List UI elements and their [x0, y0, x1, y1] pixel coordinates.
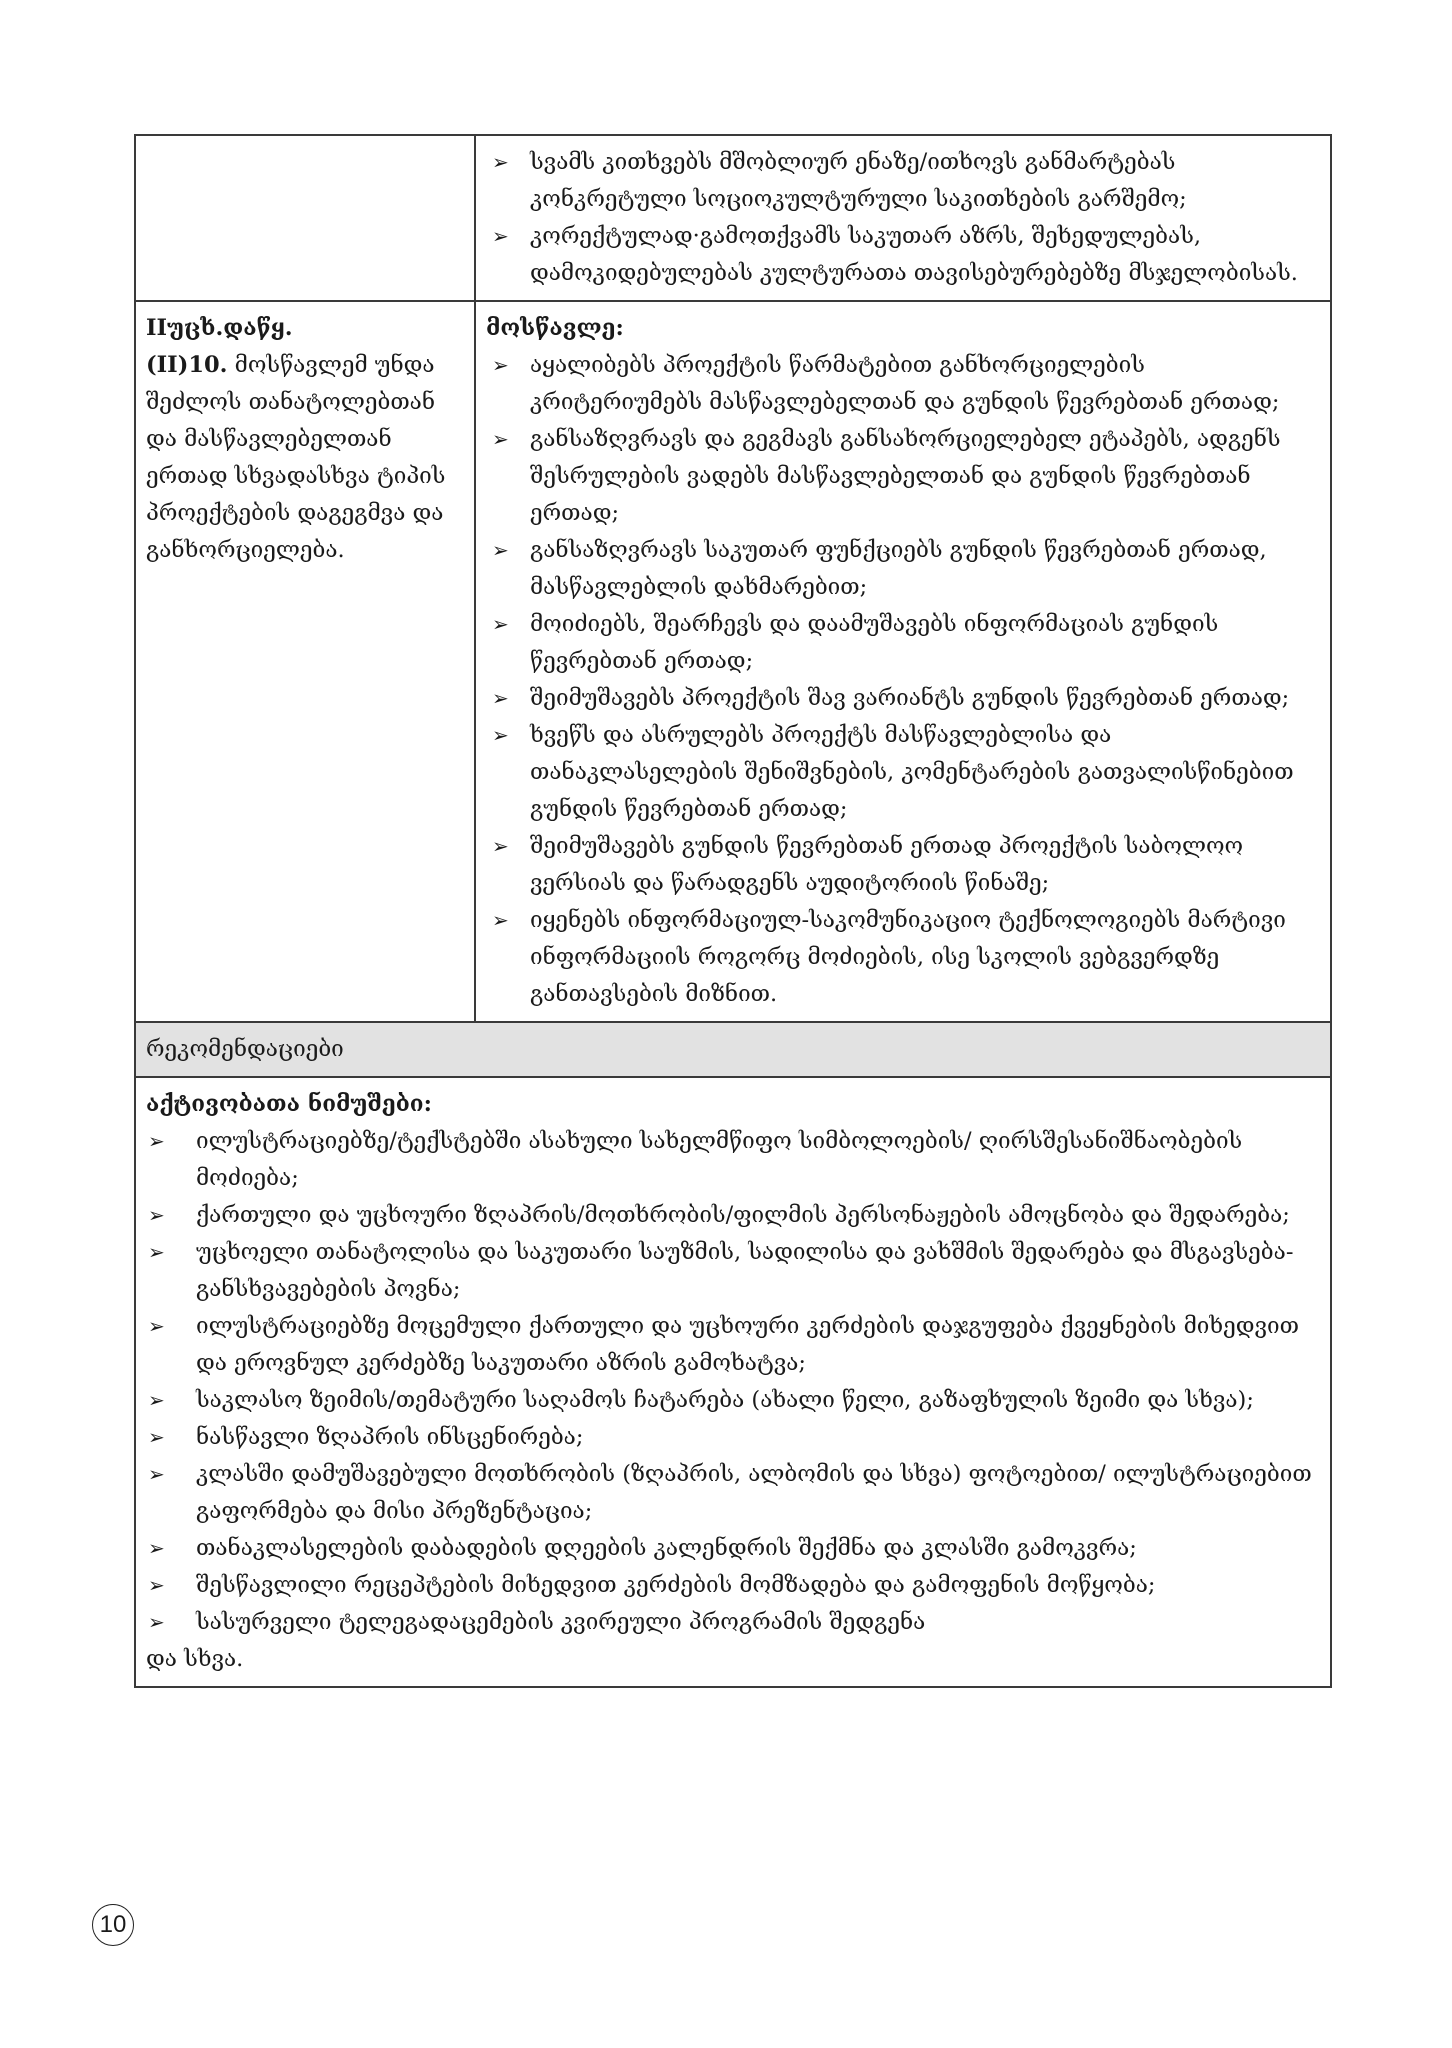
- list-item-text: ქართული და უცხოური ზღაპრის/მოთხრობის/ფილმის პერსონაჟების ამოცნობა და შედარება;: [196, 1202, 1290, 1228]
- arrow-bullet-icon: ➢: [148, 1129, 165, 1153]
- list-item-text: კორექტულად·გამოთქვამს საკუთარ აზრს, შეხედულებას, დამოკიდებულებას კულტურათა თავისებურებებზე მსჯელობისას.: [530, 223, 1298, 286]
- arrow-bullet-icon: ➢: [492, 834, 509, 858]
- activities-heading: აქტივობათა ნიმუშები:: [146, 1091, 432, 1117]
- list-item-text: უცხოელი თანატოლისა და საკუთარი საუზმის, სადილისა და ვახშმის შედარება და მსგავსება-განსხვავებების პოვნა;: [196, 1239, 1294, 1302]
- list-item: [486, 902, 1320, 1013]
- arrow-bullet-icon: ➢: [492, 224, 509, 248]
- activities-closing: და სხვა.: [146, 1646, 244, 1672]
- arrow-bullet-icon: ➢: [492, 723, 509, 747]
- list-item: [146, 1567, 1320, 1604]
- list-item: [146, 1419, 1320, 1456]
- arrow-bullet-icon: ➢: [148, 1425, 165, 1449]
- arrow-bullet-icon: ➢: [148, 1388, 165, 1412]
- arrow-bullet-icon: ➢: [492, 150, 509, 174]
- arrow-bullet-icon: ➢: [148, 1573, 165, 1597]
- list-item-text: ილუსტრაციებზე მოცემული ქართული და უცხოური კერძების დაჯგუფება ქვეყნების მიხედვით და ეროვნულ კერძებზე საკუთარი აზრის გამოხატვა;: [196, 1313, 1300, 1376]
- list-item: [486, 828, 1320, 902]
- list-item-text: მოიძიებს, შეარჩევს და დაამუშავებს ინფორმაციას გუნდის წევრებთან ერთად;: [530, 611, 1219, 674]
- arrow-bullet-icon: ➢: [492, 612, 509, 636]
- arrow-bullet-icon: ➢: [492, 427, 509, 451]
- arrow-bullet-icon: ➢: [148, 1203, 165, 1227]
- arrow-bullet-icon: ➢: [148, 1610, 165, 1634]
- list-item-text: განსაზღვრავს საკუთარ ფუნქციებს გუნდის წევრებთან ერთად, მასწავლებლის დახმარებით;: [530, 537, 1267, 600]
- list-item: [146, 1456, 1320, 1530]
- list-item-text: შეიმუშავებს პროექტის შავ ვარიანტს გუნდის წევრებთან ერთად;: [530, 685, 1290, 711]
- list-item-text: კლასში დამუშავებული მოთხრობის (ზღაპრის, ალბომის და სხვა) ფოტოებით/ ილუსტრაციებით გაფორმება და მისი პრეზენტაცია;: [196, 1461, 1312, 1524]
- arrow-bullet-icon: ➢: [148, 1314, 165, 1338]
- list-item: [486, 421, 1320, 532]
- list-item: [486, 347, 1320, 421]
- list-item: [146, 1382, 1320, 1419]
- page-number: 10: [92, 1904, 134, 1946]
- activities-cell: [136, 1078, 1330, 1686]
- arrow-bullet-icon: ➢: [492, 353, 509, 377]
- activities-bullet-list: [146, 1123, 1320, 1641]
- recommendations-header: რეკომენდაციები: [136, 1023, 1330, 1078]
- list-item: [146, 1123, 1320, 1197]
- list-item-text: ილუსტრაციებზე/ტექსტებში ასახული სახელმწიფო სიმბოლოების/ ღირსშესანიშნაობების მოძიება;: [196, 1128, 1243, 1191]
- arrow-bullet-icon: ➢: [148, 1462, 165, 1486]
- list-item-text: შეიმუშავებს გუნდის წევრებთან ერთად პროექტის საბოლოო ვერსიას და წარადგენს აუდიტორიის წინაშე;: [530, 833, 1244, 896]
- top-bullet-list: [486, 144, 1320, 292]
- list-item: [146, 1197, 1320, 1234]
- list-item: [486, 144, 1320, 218]
- arrow-bullet-icon: ➢: [492, 686, 509, 710]
- empty-left-cell: [136, 136, 476, 300]
- list-item: [146, 1604, 1320, 1641]
- curriculum-table: [134, 134, 1332, 1688]
- list-item-text: ხვეწს და ასრულებს პროექტს მასწავლებლისა და თანაკლასელების შენიშვნების, კომენტარების გათვალისწინებით გუნდის წევრებთან ერთად;: [530, 722, 1294, 822]
- table-row-standard: [136, 302, 1330, 1023]
- list-item-text: თანაკლასელების დაბადების დღეების კალენდრის შექმნა და კლასში გამოკვრა;: [196, 1535, 1137, 1561]
- list-item: [486, 218, 1320, 292]
- list-item-text: სასურველი ტელეგადაცემების კვირეული პროგრამის შედგენა: [196, 1609, 926, 1635]
- list-item-text: აყალიბებს პროექტის წარმატებით განხორციელების კრიტერიუმებს მასწავლებელთან და გუნდის წევრებთან ერთად;: [530, 352, 1280, 415]
- list-item-text: ნასწავლი ზღაპრის ინსცენირება;: [196, 1424, 584, 1450]
- list-item-text: სვამს კითხვებს მშობლიურ ენაზე/ითხოვს განმარტებას კონკრეტული სოციოკულტურული საკითხების გარშემო;: [530, 149, 1187, 212]
- list-item-text: შესწავლილი რეცეპტების მიხედვით კერძების მომზადება და გამოფენის მოწყობა;: [196, 1572, 1156, 1598]
- list-item: [486, 717, 1320, 828]
- table-row-continuation: [136, 136, 1330, 302]
- list-item-text: განსაზღვრავს და გეგმავს განსახორციელებელ ეტაპებს, ადგენს შესრულების ვადებს მასწავლებელთან და გუნდის წევრებთან ერთად;: [530, 426, 1281, 526]
- top-right-cell: [476, 136, 1330, 300]
- standard-number: (II)10.: [146, 352, 228, 378]
- standard-description: [146, 347, 464, 569]
- outcomes-bullet-list: [486, 347, 1320, 1013]
- list-item-text: იყენებს ინფორმაციულ-საკომუნიკაციო ტექნოლოგიებს მარტივი ინფორმაციის როგორც მოძიების, ისე სკოლის ვებგვერდზე განთავსების მიზნით.: [530, 907, 1286, 1007]
- outcomes-heading: მოსწავლე:: [486, 315, 624, 341]
- arrow-bullet-icon: ➢: [492, 538, 509, 562]
- list-item: [146, 1234, 1320, 1308]
- list-item: [486, 606, 1320, 680]
- standard-cell: [136, 302, 476, 1021]
- list-item-text: საკლასო ზეიმის/თემატური საღამოს ჩატარება (ახალი წელი, გაზაფხულის ზეიმი და სხვა);: [196, 1387, 1254, 1413]
- outcomes-cell: [476, 302, 1330, 1021]
- standard-text: მოსწავლემ უნდა შეძლოს თანატოლებთან და მასწავლებელთან ერთად სხვადასხვა ტიპის პროექტების დაგეგმვა და განხორციელება.: [146, 352, 446, 563]
- arrow-bullet-icon: ➢: [148, 1536, 165, 1560]
- list-item: [486, 532, 1320, 606]
- arrow-bullet-icon: ➢: [148, 1240, 165, 1264]
- standard-code: IIუცხ.დაწყ.: [146, 315, 293, 341]
- list-item: [146, 1530, 1320, 1567]
- arrow-bullet-icon: ➢: [492, 908, 509, 932]
- list-item: [146, 1308, 1320, 1382]
- list-item: [486, 680, 1320, 717]
